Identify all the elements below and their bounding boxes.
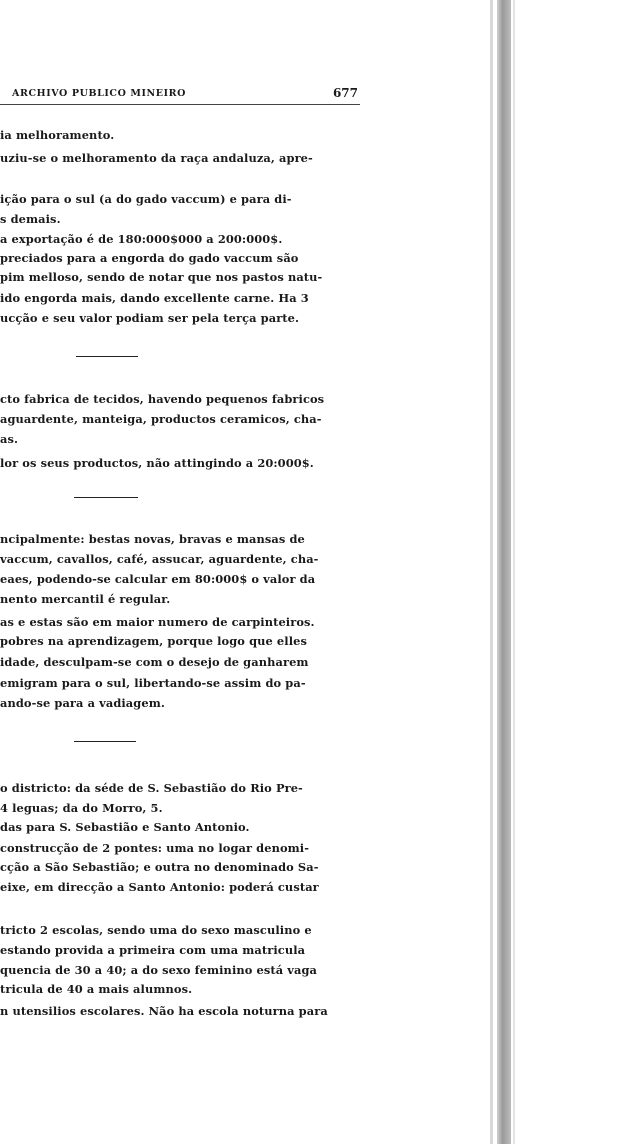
text-line: tricula de 40 a mais alumnos.: [0, 982, 193, 996]
text-line: aguardente, manteiga, productos ceramicos, cha-: [0, 412, 322, 426]
text-line: s demais.: [0, 212, 61, 226]
text-line: quencia de 30 a 40; a do sexo feminino está vaga: [0, 963, 318, 977]
text-line: ncipalmente: bestas novas, bravas e mansas de: [0, 532, 305, 546]
book-spine-edge: [497, 0, 511, 1144]
section-divider: [74, 741, 136, 742]
page-edge-shadow: [490, 0, 493, 1144]
text-line: pim melloso, sendo de notar que nos pastos natu-: [0, 270, 323, 284]
text-line: emigram para o sul, libertando-se assim do pa-: [0, 676, 306, 690]
text-line: ando-se para a vadiagem.: [0, 696, 165, 710]
text-line: uziu-se o melhoramento da raça andaluza, apre-: [0, 151, 313, 165]
running-header: [0, 86, 360, 105]
text-line: a exportação é de 180:000$000 a 200:000$.: [0, 232, 283, 246]
text-line: ido engorda mais, dando excellente carne. Ha 3: [0, 291, 309, 305]
text-line: nento mercantil é regular.: [0, 592, 171, 606]
text-line: idade, desculpam-se com o desejo de ganharem: [0, 655, 309, 669]
text-line: ia melhoramento.: [0, 128, 115, 142]
text-line: tricto 2 escolas, sendo uma do sexo masculino e: [0, 923, 312, 937]
text-line: ucção e seu valor podiam ser pela terça parte.: [0, 311, 300, 325]
text-line: o districto: da séde de S. Sebastião do Rio Pre-: [0, 781, 303, 795]
section-divider: [76, 356, 138, 357]
text-line: construcção de 2 pontes: uma no logar denomi-: [0, 841, 310, 855]
text-line: lor os seus productos, não attingindo a 20:000$.: [0, 456, 314, 470]
text-line: eixe, em direcção a Santo Antonio: poderá custar: [0, 880, 319, 894]
text-line: das para S. Sebastião e Santo Antonio.: [0, 820, 250, 834]
text-line: pobres na aprendizagem, porque logo que elles: [0, 634, 307, 648]
text-line: as e estas são em maior numero de carpinteiros.: [0, 615, 315, 629]
text-line: n utensilios escolares. Não ha escola noturna para: [0, 1004, 328, 1018]
text-line: ição para o sul (a do gado vaccum) e para di-: [0, 192, 292, 206]
text-line: as.: [0, 432, 19, 446]
page-edge-highlight: [513, 0, 515, 1144]
text-line: cção a São Sebastião; e outra no denominado Sa-: [0, 860, 319, 874]
page-number: 677: [332, 86, 358, 100]
text-line: estando provida a primeira com uma matricula: [0, 943, 306, 957]
text-line: vaccum, cavallos, café, assucar, aguardente, cha-: [0, 552, 319, 566]
text-line: cto fabrica de tecidos, havendo pequenos fabricos: [0, 392, 325, 406]
header-title: ARCHIVO PUBLICO MINEIRO: [12, 88, 187, 99]
section-divider: [74, 497, 138, 498]
text-line: 4 leguas; da do Morro, 5.: [0, 801, 163, 815]
text-line: eaes, podendo-se calcular em 80:000$ o valor da: [0, 572, 316, 586]
text-line: preciados para a engorda do gado vaccum são: [0, 251, 299, 265]
